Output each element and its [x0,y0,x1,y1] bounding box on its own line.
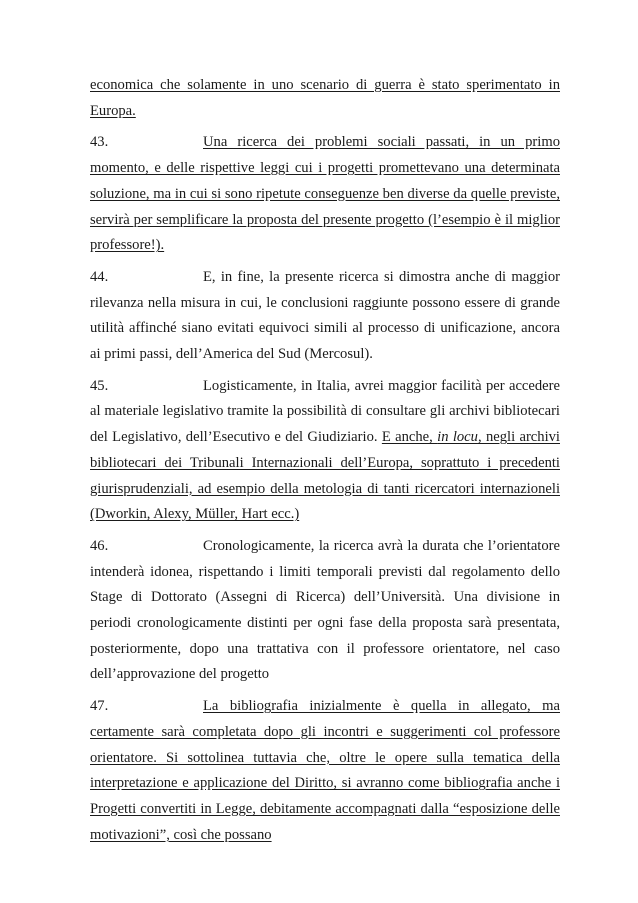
continuation-paragraph [90,73,560,124]
lead-text: economica che solamente in uno scenario di guerra è stato sperimentato in Europa. [90,77,560,119]
italic-latin-phrase: in locu [437,429,478,446]
paragraph-text: Logisticamente, in Italia, avrei maggior facilità per accedere al materiale legislativo tramite la possibilità di consultare gli archivi bibliotecari del Legislativo, dell’Esecutivo e del Giudiziario. [90,377,560,446]
paragraph-number: 47. [90,698,109,715]
paragraph-text: E, in fine, la presente ricerca si dimostra anche di maggior rilevanza nella misura in cui, le conclusioni raggiunte possono essere di grande utilità affinché siano evitati equivoci simili al processo di unificazione, ancora ai primi passi, dell’America del Sud (Mercosul). [90,268,560,363]
underlined-text: , negli archivi bibliotecari dei Tribunali Internazionali dell’Europa, soprattuto i precedenti giurisprudenziali, ad esempio della metologia di tanti ricercatori internazioneli (Dworkin, Alexy, Müller, Hart ecc.) [90,429,560,523]
underlined-text: E anche, [381,429,438,446]
paragraph-44 [90,265,560,368]
paragraph-number: 43. [90,134,109,151]
paragraph-43 [90,130,560,259]
paragraph-text: La bibliografia inizialmente è quella in allegato, ma certamente sarà completata dopo gli incontri e suggerimenti col professore orientatore. Si sottolinea tuttavia che, oltre le opere sulla tematica della interpretazione e applicazione del Diritto, si avranno come bibliografia anche i Progetti convertiti in Legge, debitamente accompagnati dalla “esposizione delle motivazioni”, così che possano [90,698,560,843]
paragraph-number: 46. [90,537,109,554]
paragraph-text: Cronologicamente, la ricerca avrà la durata che l’orientatore intenderà idonea, rispettando i limiti temporali previsti dal regolamento dello Stage di Dottorato (Assegni di Ricerca) dell’Università. Una divisione in periodi cronologicamente distinti per ogni fase della proposta sarà presentata, posteriormente, dopo una trattativa con il professore orientatore, nel caso dell’approvazione del progetto [90,537,560,683]
paragraph-45 [90,374,560,528]
paragraph-47 [90,694,560,848]
paragraph-number: 44. [90,268,109,285]
paragraph-46 [90,534,560,688]
paragraph-number: 45. [90,377,109,394]
paragraph-text: Una ricerca dei problemi sociali passati, in un primo momento, e delle rispettive leggi cui i progetti promettevano una determinata soluzione, ma in cui si sono ripetute conseguenze ben diverse da quelle previste, servirà per semplificare la proposta del presente progetto (l’esempio è il miglior professore!). [90,134,560,254]
